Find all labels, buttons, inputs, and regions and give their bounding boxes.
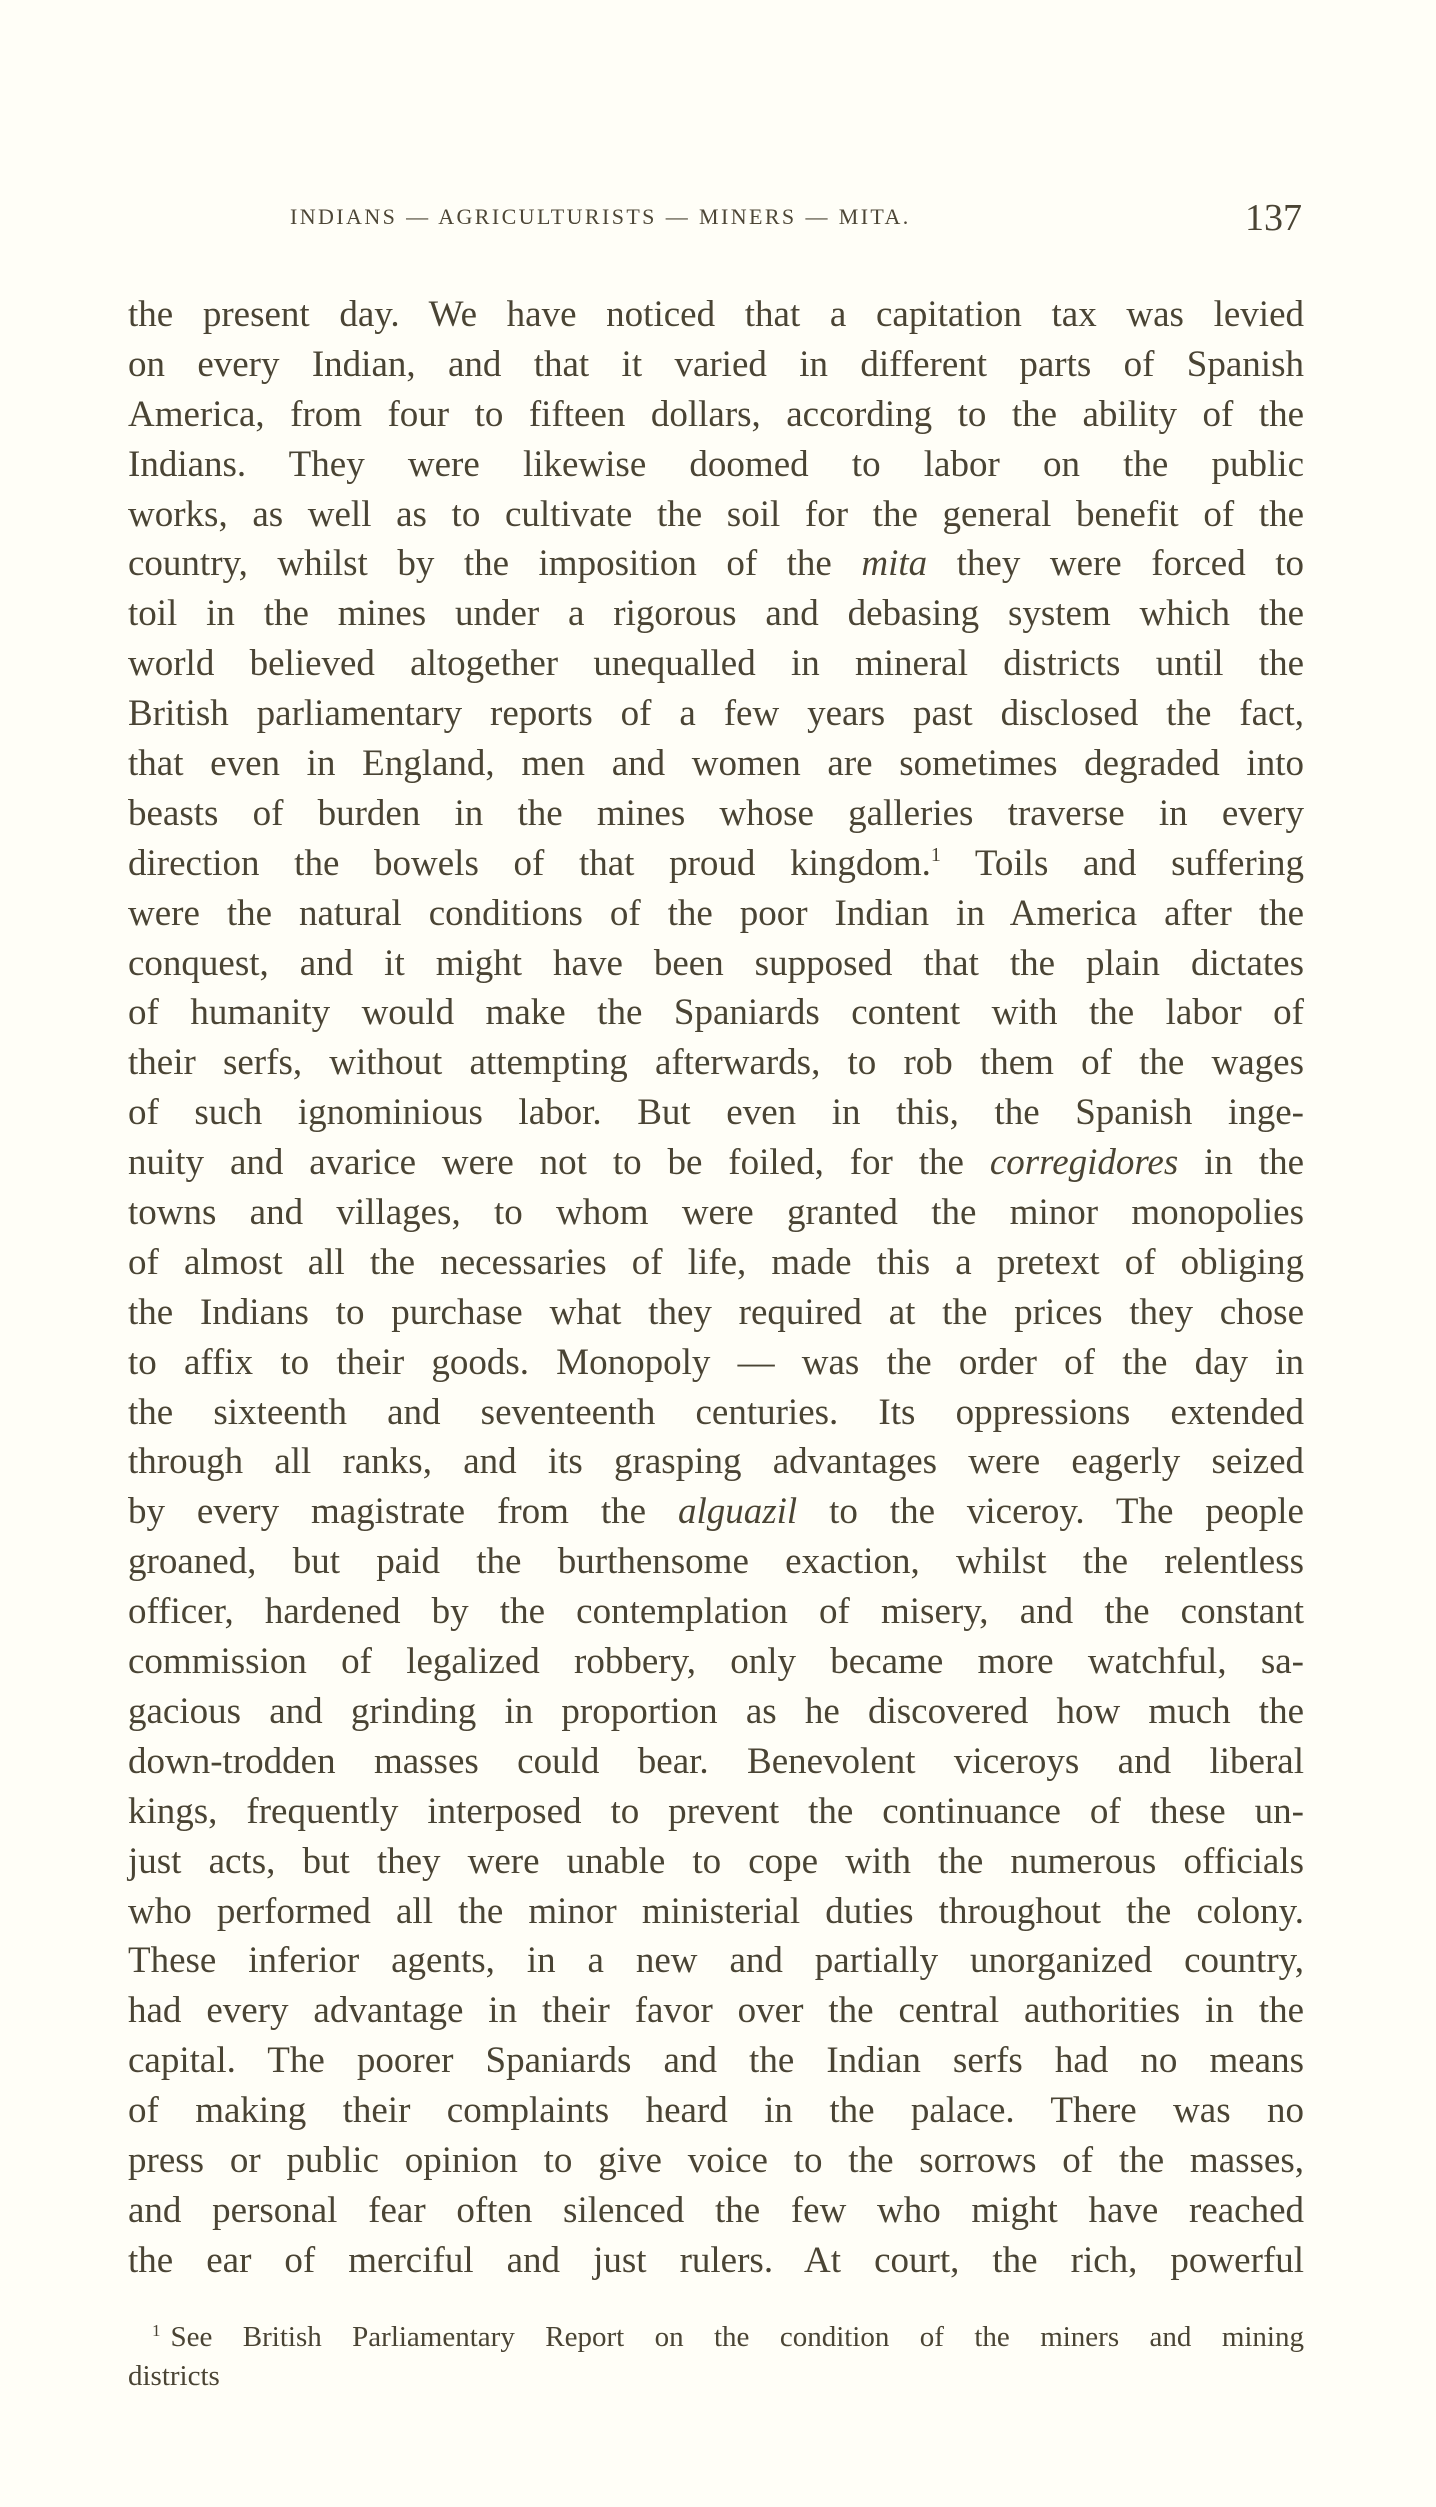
footnote-marker: 1 — [152, 2321, 161, 2340]
text-line — [128, 290, 1304, 340]
text-line — [128, 689, 1304, 739]
text-run: toil in the mines under a rigorous and debasing system which the — [128, 593, 1304, 635]
text-run: These inferior agents, in a new and partially unorganized country, — [128, 1940, 1304, 1982]
text-line — [128, 2136, 1304, 2186]
text-line — [128, 539, 1304, 589]
text-run: the sixteenth and seventeenth centuries. Its oppressions extended — [128, 1391, 1304, 1433]
text-run: who performed all the minor ministerial duties throughout the colony. — [128, 1890, 1304, 1932]
text-run: officer, hardened by the contemplation of misery, and the constant — [128, 1591, 1304, 1633]
text-line — [128, 1787, 1304, 1837]
text-run: the ear of merciful and just rulers. At court, the rich, powerful — [128, 2239, 1304, 2281]
text-line — [128, 340, 1304, 390]
text-run: world believed altogether unequalled in mineral districts until the — [128, 643, 1304, 685]
text-line — [128, 1388, 1304, 1438]
running-head: INDIANS — AGRICULTURISTS — MINERS — MITA. — [290, 204, 911, 229]
text-run: of humanity would make the Spaniards content with the labor of — [128, 992, 1304, 1034]
text-run: just acts, but they were unable to cope with the numerous officials — [128, 1840, 1304, 1882]
text-run: British parliamentary reports of a few years past disclosed the fact, — [128, 693, 1304, 735]
text-run: capital. The poorer Spaniards and the Indian serfs had no means — [128, 2040, 1304, 2082]
text-line — [128, 1138, 1304, 1188]
text-run: the Indians to purchase what they required at the prices they chose — [128, 1291, 1304, 1333]
footnote-line — [128, 2318, 1304, 2357]
text-line — [128, 1338, 1304, 1388]
footnotes — [128, 2318, 1304, 2396]
text-line — [128, 1936, 1304, 1986]
text-line — [128, 1637, 1304, 1687]
text-run: had every advantage in their favor over the central authorities in the — [128, 1990, 1304, 2032]
text-line — [128, 2186, 1304, 2236]
text-line — [128, 1088, 1304, 1138]
text-run: that even in England, men and women are sometimes degraded into — [128, 743, 1304, 785]
text-run: to the viceroy. The people — [797, 1491, 1304, 1533]
text-line — [128, 589, 1304, 639]
text-run: to affix to their goods. Monopoly — was the order of the day in — [128, 1341, 1304, 1383]
text-run: works, as well as to cultivate the soil for the general benefit of the — [128, 493, 1304, 535]
text-line — [128, 1687, 1304, 1737]
text-run: commission of legalized robbery, only became more watchful, sa- — [128, 1641, 1304, 1683]
text-line — [128, 440, 1304, 490]
text-run: on every Indian, and that it varied in different parts of Spanish — [128, 343, 1304, 385]
text-line — [128, 1487, 1304, 1537]
text-run: America, from four to fifteen dollars, according to the ability of the — [128, 393, 1304, 435]
text-run: groaned, but paid the burthensome exaction, whilst the relentless — [128, 1541, 1304, 1583]
text-run: kings, frequently interposed to prevent the continuance of these un- — [128, 1790, 1304, 1832]
footnote-text: See British Parliamentary Report on the condition of the miners and mining — [170, 2321, 1304, 2353]
text-run: conquest, and it might have been supposed that the plain dictates — [128, 942, 1304, 984]
text-line — [128, 1437, 1304, 1487]
text-run: in the — [1178, 1142, 1304, 1184]
text-line — [128, 490, 1304, 540]
text-line — [128, 1986, 1304, 2036]
text-run: Toils and suffering — [940, 842, 1304, 884]
text-line — [128, 789, 1304, 839]
text-run: press or public opinion to give voice to the sorrows of the masses, — [128, 2139, 1304, 2181]
text-line — [128, 639, 1304, 689]
text-run: of making their complaints heard in the palace. There was no — [128, 2090, 1304, 2132]
text-line — [128, 939, 1304, 989]
text-run: nuity and avarice were not to be foiled, for the — [128, 1142, 990, 1184]
text-run: their serfs, without attempting afterwards, to rob them of the wages — [128, 1042, 1304, 1084]
text-line — [128, 1837, 1304, 1887]
text-line — [128, 1587, 1304, 1637]
text-run: gacious and grinding in proportion as he discovered how much the — [128, 1690, 1304, 1732]
text-line — [128, 1188, 1304, 1238]
italic-term: corregidores — [989, 1142, 1179, 1184]
text-line — [128, 1887, 1304, 1937]
italic-term: alguazil — [677, 1491, 798, 1533]
text-run: the present day. We have noticed that a capitation tax was levied — [128, 294, 1304, 335]
text-run: beasts of burden in the mines whose galleries traverse in every — [128, 792, 1304, 834]
text-run: of almost all the necessaries of life, made this a pretext of obliging — [128, 1241, 1304, 1283]
text-run: direction the bowels of that proud kingdom. — [128, 842, 931, 884]
text-line — [128, 390, 1304, 440]
text-run: towns and villages, to whom were granted the minor monopolies — [128, 1192, 1304, 1234]
text-run: of such ignominious labor. But even in this, the Spanish inge- — [128, 1092, 1304, 1134]
text-line — [128, 1038, 1304, 1088]
page-number: 137 — [1245, 197, 1302, 239]
italic-term: mita — [861, 543, 928, 585]
page-header — [128, 196, 1304, 240]
text-run: by every magistrate from the — [128, 1491, 678, 1533]
text-line — [128, 839, 1304, 889]
text-run: down-trodden masses could bear. Benevolent viceroys and liberal — [128, 1740, 1304, 1782]
text-run: through all ranks, and its grasping advantages were eagerly seized — [128, 1441, 1304, 1483]
text-line — [128, 1288, 1304, 1338]
footnote-line-continuation: districts — [128, 2360, 220, 2392]
text-run: country, whilst by the imposition of the — [128, 543, 862, 585]
text-line — [128, 889, 1304, 939]
text-line — [128, 2086, 1304, 2136]
text-line — [128, 1537, 1304, 1587]
text-line — [128, 2036, 1304, 2086]
text-line — [128, 2236, 1304, 2286]
text-run: and personal fear often silenced the few who might have reached — [128, 2189, 1304, 2231]
footnote-reference: 1 — [930, 843, 941, 866]
text-line — [128, 988, 1304, 1038]
text-line — [128, 739, 1304, 789]
text-run: they were forced to — [927, 543, 1304, 585]
text-line — [128, 1737, 1304, 1787]
text-run: Indians. They were likewise doomed to labor on the public — [128, 443, 1304, 485]
body-text — [128, 290, 1304, 2286]
text-line — [128, 1238, 1304, 1288]
text-run: were the natural conditions of the poor Indian in America after the — [128, 892, 1304, 934]
